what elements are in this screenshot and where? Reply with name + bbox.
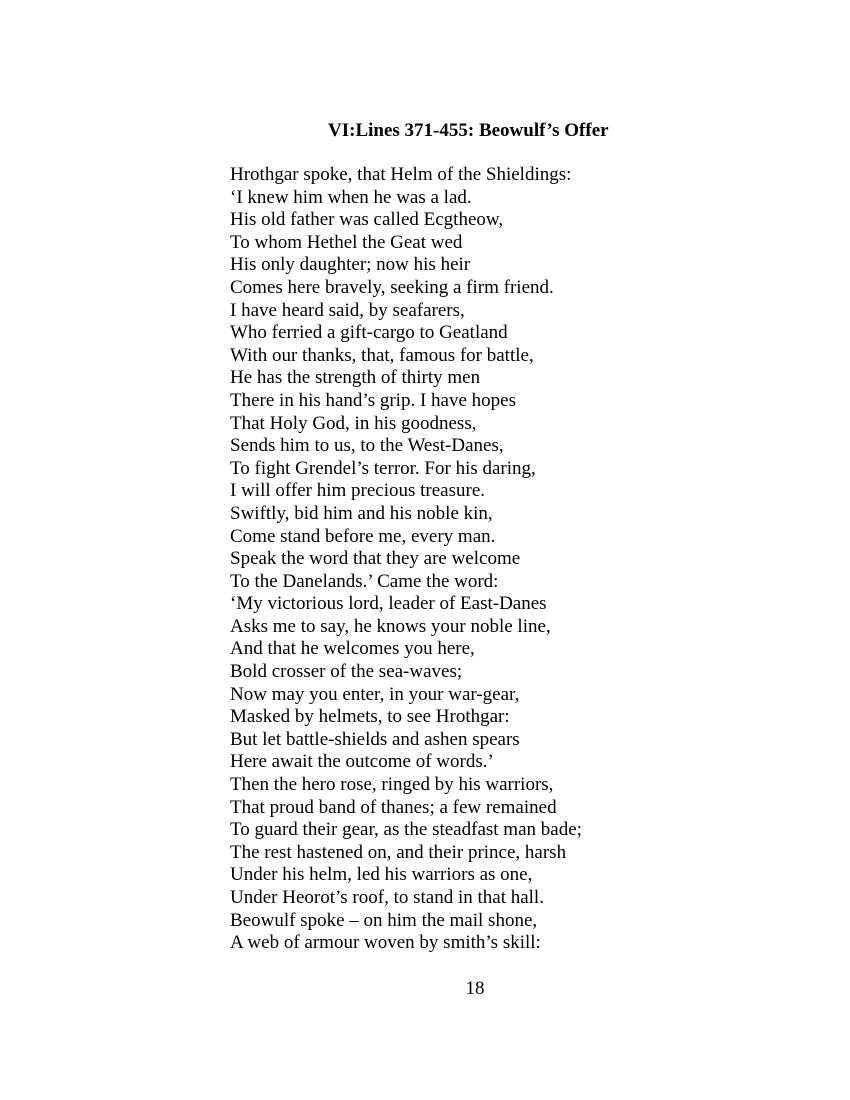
poem-line: He has the strength of thirty men: [230, 367, 481, 389]
poem-line: The rest hastened on, and their prince, harsh: [230, 841, 567, 863]
poem-line: Now may you enter, in your war-gear,: [230, 683, 520, 705]
poem-line: Under Heorot’s roof, to stand in that hall.: [230, 887, 544, 908]
poem-line: Swiftly, bid him and his noble kin,: [230, 502, 493, 524]
poem-line: Hrothgar spoke, that Helm of the Shieldings:: [230, 164, 572, 185]
poem-line: ‘I knew him when he was a lad.: [230, 186, 472, 208]
poem-line: ‘My victorious lord, leader of East-Danes: [230, 593, 547, 615]
poem-line: Here await the outcome of words.’: [230, 751, 494, 773]
poem-line: Who ferried a gift-cargo to Geatland: [230, 322, 508, 344]
section-title: VI:Lines 371-455: Beowulf’s Offer: [328, 120, 609, 141]
poem-line: Bold crosser of the sea-waves;: [230, 661, 463, 683]
poem-line: Asks me to say, he knows your noble line,: [230, 615, 551, 637]
poem-line: There in his hand’s grip. I have hopes: [230, 389, 516, 411]
poem-line: To the Danelands.’ Came the word:: [230, 570, 499, 592]
poem-line: With our thanks, that, famous for battle,: [230, 344, 534, 366]
poem-line: To whom Hethel the Geat wed: [230, 231, 463, 253]
page-number: 18: [465, 978, 485, 999]
poem-line: A web of armour woven by smith’s skill:: [230, 932, 541, 954]
poem-body: [230, 164, 582, 955]
poem-line: Come stand before me, every man.: [230, 525, 496, 547]
poem-line: I have heard said, by seafarers,: [230, 299, 465, 321]
poem-line: Comes here bravely, seeking a firm friend.: [230, 276, 554, 298]
poem-line: To fight Grendel’s terror. For his daring,: [230, 457, 536, 479]
poem-line: And that he welcomes you here,: [230, 638, 475, 660]
poem-line: Beowulf spoke – on him the mail shone,: [230, 909, 538, 931]
poem-line: I will offer him precious treasure.: [230, 480, 486, 502]
poem-line: That proud band of thanes; a few remained: [230, 796, 557, 818]
poem-line: Then the hero rose, ringed by his warriors,: [230, 774, 554, 796]
poem-line: That Holy God, in his goodness,: [230, 412, 477, 434]
poem-line: But let battle-shields and ashen spears: [230, 728, 520, 750]
poem-line: To guard their gear, as the steadfast man bade;: [230, 819, 582, 841]
poem-line: Sends him to us, to the West-Danes,: [230, 435, 504, 457]
poem-line: His old father was called Ecgtheow,: [230, 209, 504, 231]
poem-line: Masked by helmets, to see Hrothgar:: [230, 706, 510, 728]
poem-line: Speak the word that they are welcome: [230, 548, 521, 570]
poem-line: His only daughter; now his heir: [230, 254, 471, 276]
poem-line: Under his helm, led his warriors as one,: [230, 864, 533, 886]
